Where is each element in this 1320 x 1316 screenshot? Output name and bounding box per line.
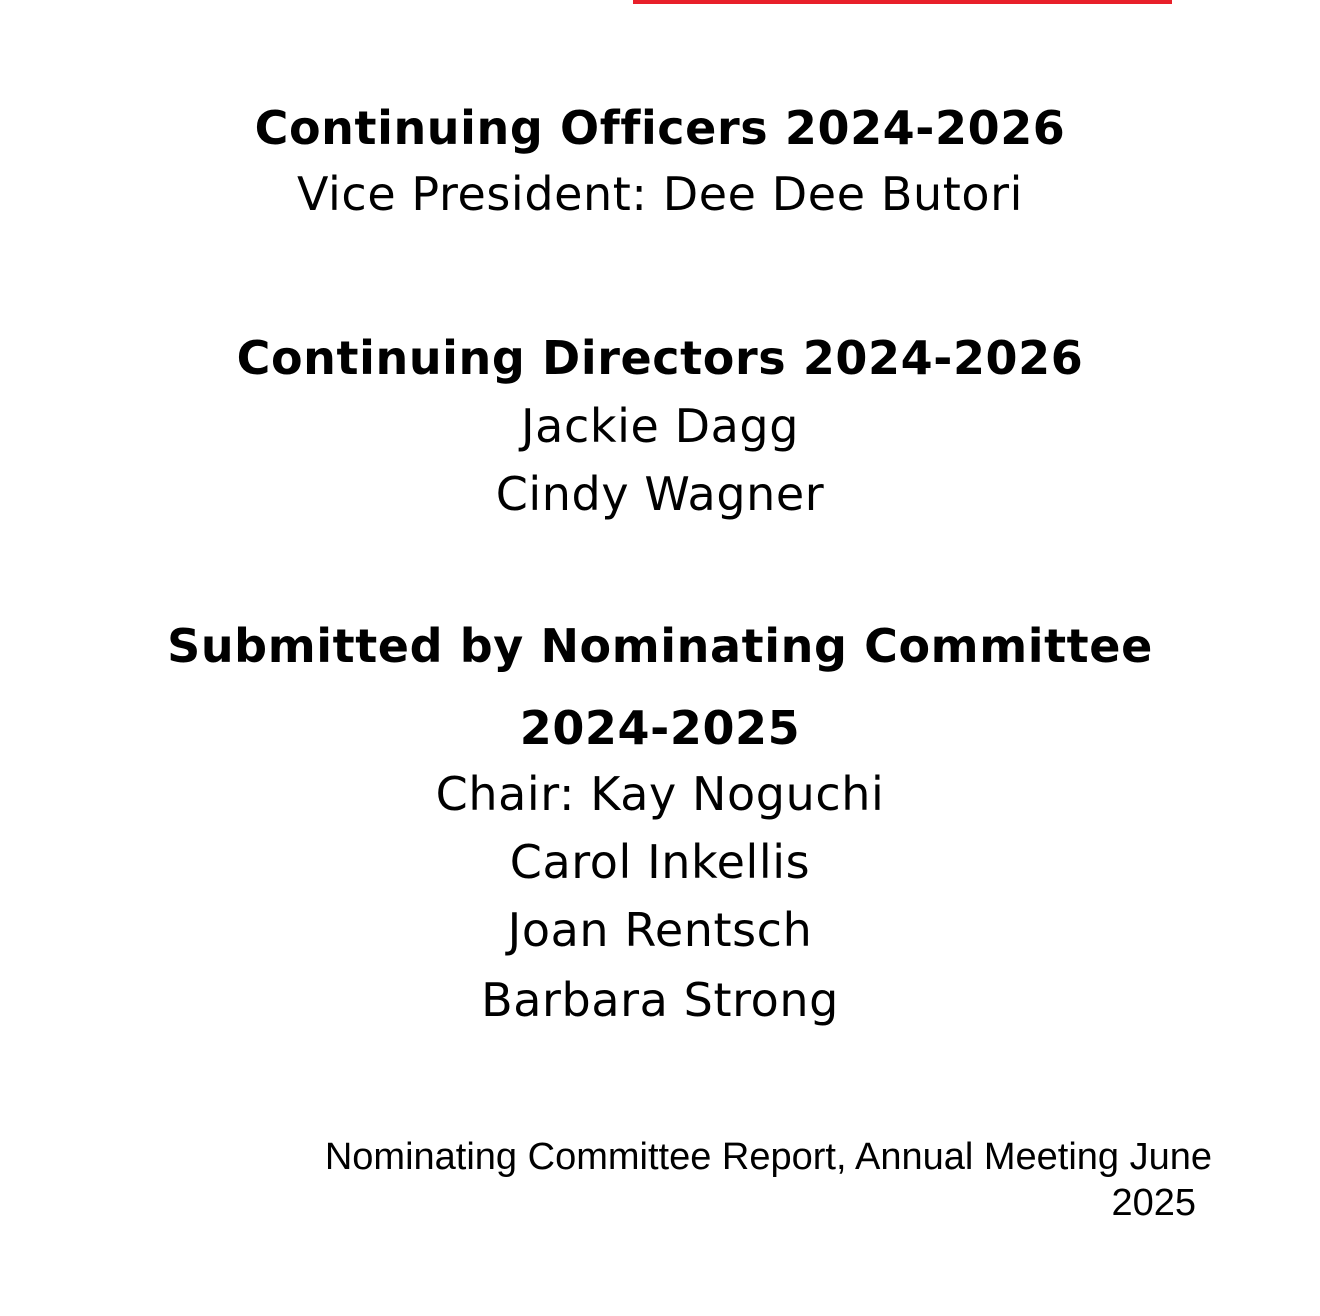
accent-rule (633, 0, 1172, 4)
officers-heading: Continuing Officers 2024-2026 (254, 101, 1066, 155)
directors-heading: Continuing Directors 2024-2026 (236, 331, 1084, 385)
committee-chair-line: Chair: Kay Noguchi (435, 767, 885, 821)
vice-president-line: Vice President: Dee Dee Butori (296, 167, 1023, 221)
report-footer (212, 1134, 1212, 1226)
director-name: Cindy Wagner (495, 467, 825, 521)
committee-member-name: Joan Rentsch (507, 903, 813, 957)
footer-line: Nominating Committee Report, Annual Meeting June (324, 1136, 1212, 1178)
footer-year: 2025 (1111, 1182, 1196, 1224)
director-name: Jackie Dagg (521, 399, 799, 453)
committee-member-name: Barbara Strong (481, 973, 839, 1027)
committee-heading-line1: Submitted by Nominating Committee (167, 619, 1153, 673)
committee-member-name: Carol Inkellis (509, 835, 811, 889)
committee-heading-line2: 2024-2025 (519, 701, 801, 755)
